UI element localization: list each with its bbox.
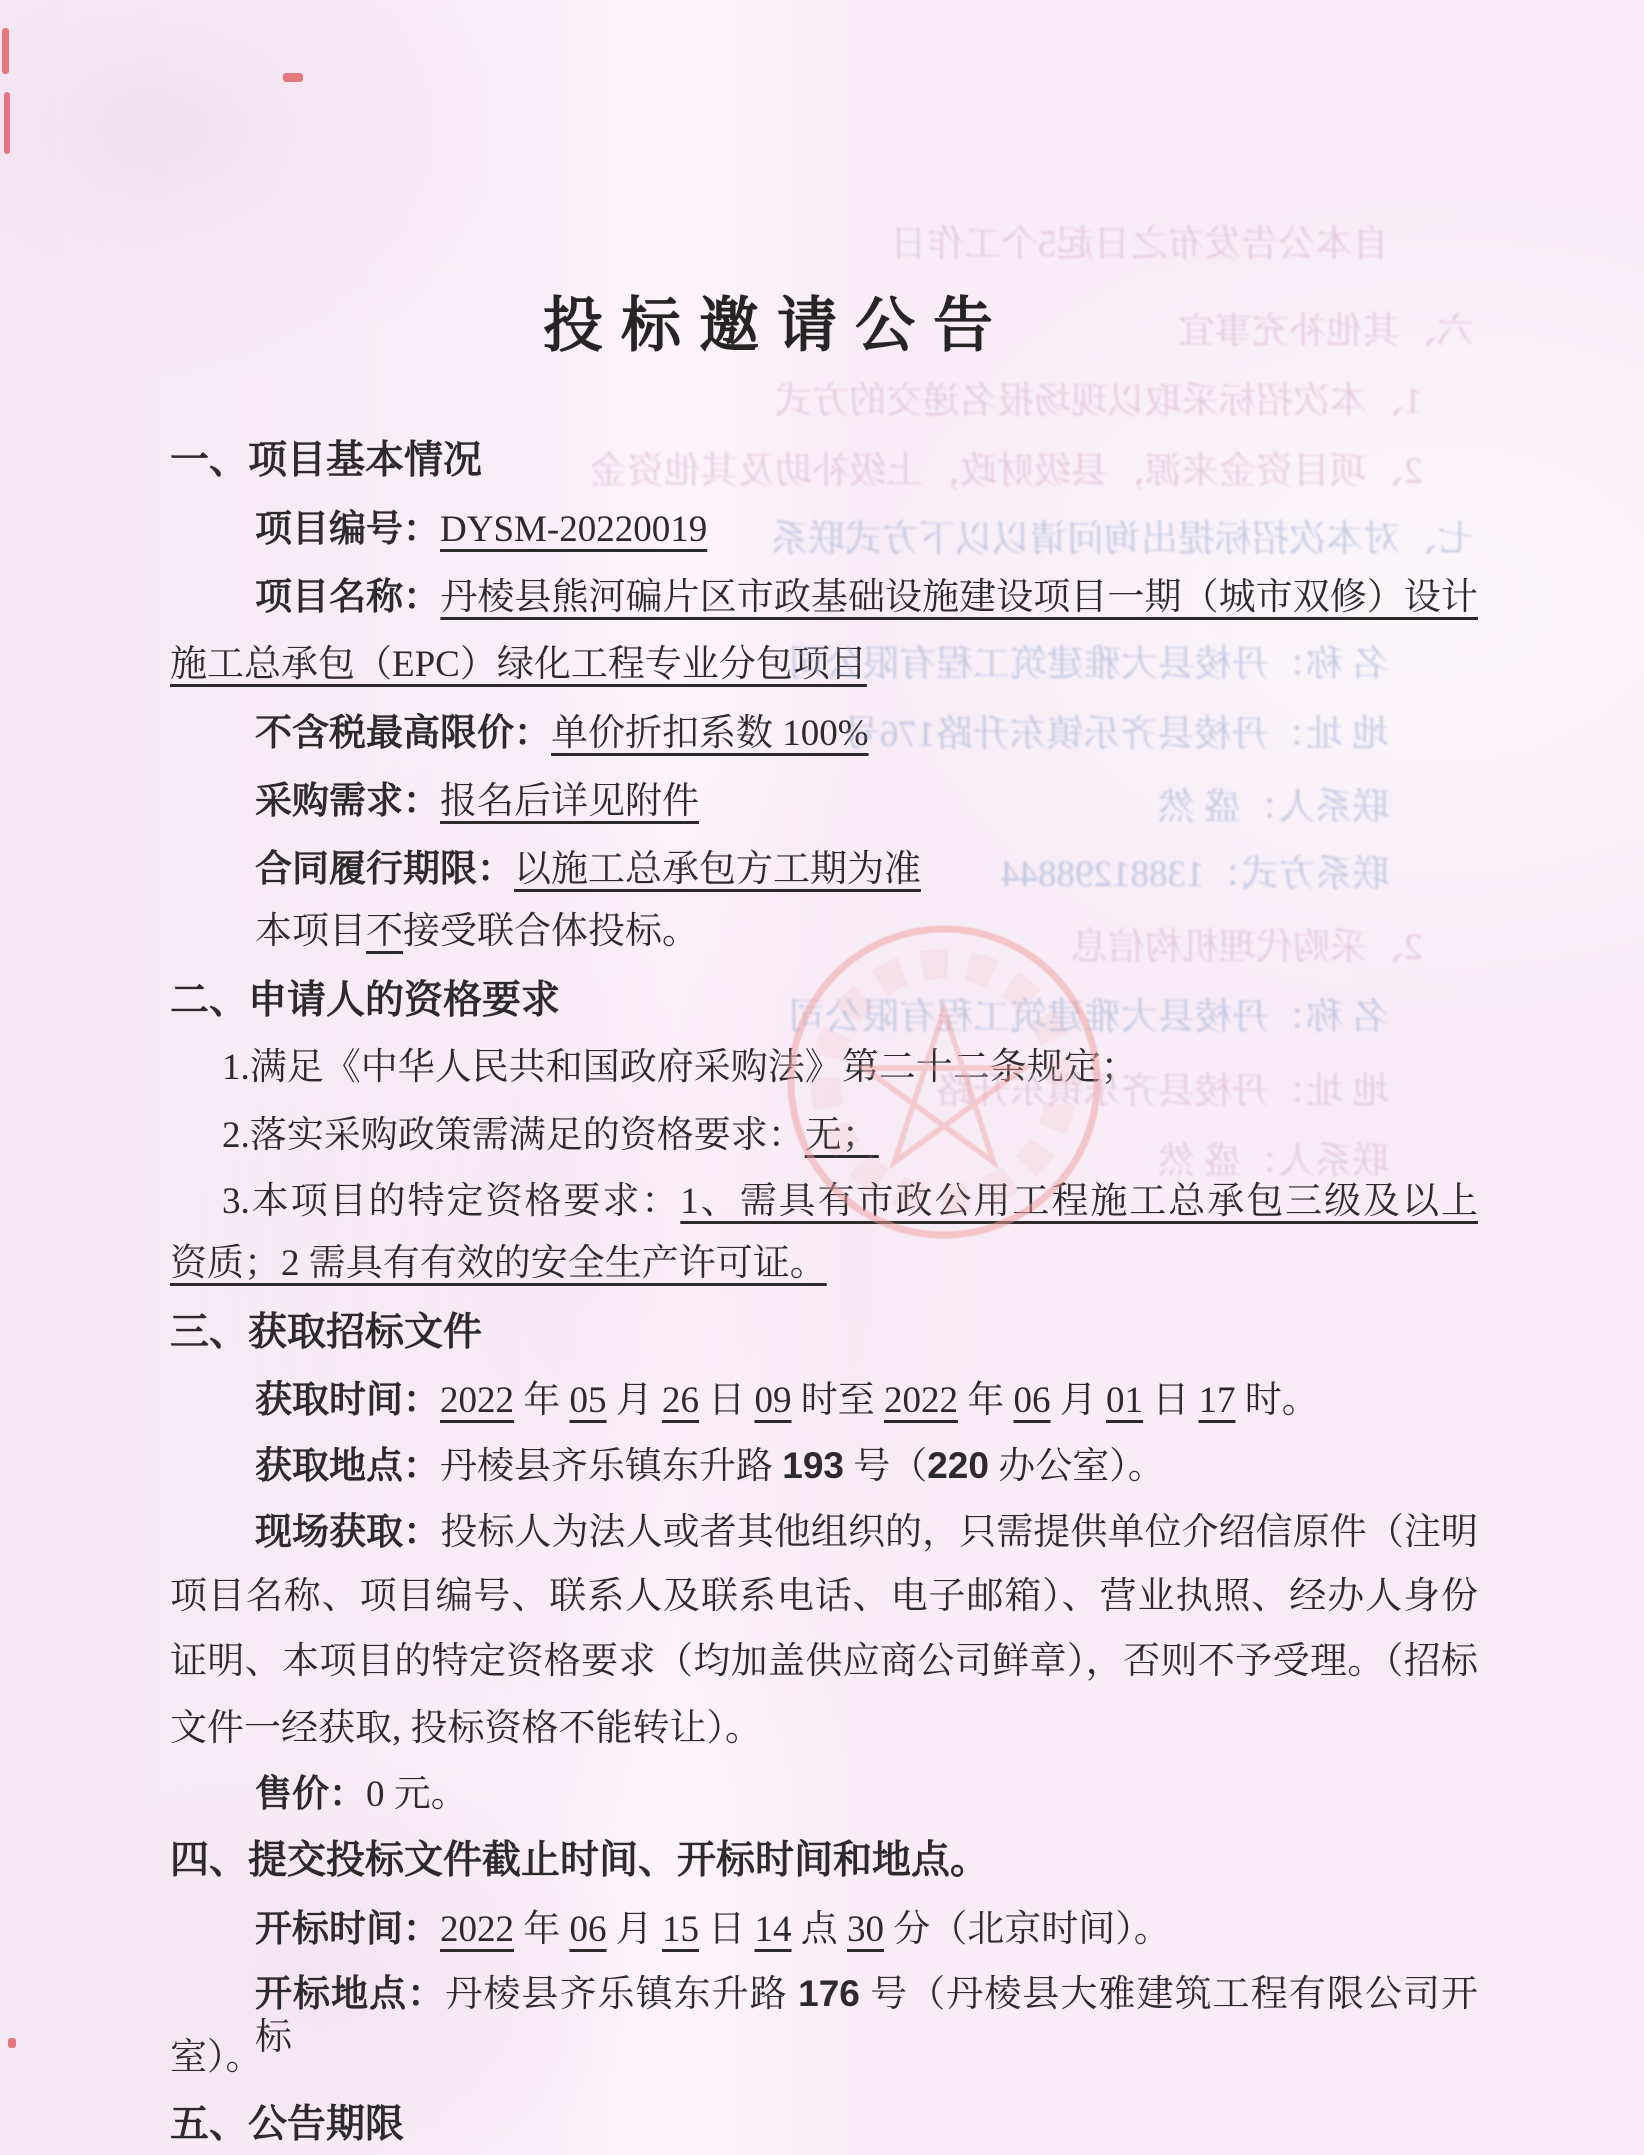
bleed-through-text: 2、采购代理机构信息 [1070,927,1422,968]
text-segment: 月 [1050,1380,1106,1421]
text-segment: 2022 [440,1909,514,1950]
text-segment: 合同履行期限： [255,848,514,889]
text-segment: 176 [798,1973,860,2014]
doc-line [255,1773,468,1817]
text-segment: 日 [699,1909,755,1950]
text-segment: 文件一经获取, 投标资格不能转让）。 [170,1708,762,1749]
text-segment: 一、项目基本情况 [170,439,483,482]
doc-line [170,644,867,687]
text-segment: 06 [569,1909,607,1950]
section-heading [170,979,560,1024]
text-segment: 单价折扣系数 100% [551,713,869,754]
bleed-through-text: 地 址：丹棱县齐乐镇东升路 [935,1071,1389,1112]
text-segment: 17 [1198,1380,1236,1421]
text-segment: 开标时间： [255,1908,440,1949]
text-segment: 220 [927,1445,989,1486]
bleed-through-text: 名 称：丹棱县大雅建筑工程有限公司 [787,997,1389,1038]
bleed-through-text: 1、本次招标采取以现场报名递交的方式 [774,381,1422,422]
text-segment: 丹棱县熊河碥片区市政基础设施建设项目一期（城市双修）设计 [440,577,1478,618]
text-segment: 室）。 [170,2037,263,2078]
text-segment: 获取时间： [255,1379,440,1420]
text-segment: 05 [569,1380,607,1421]
doc-line [255,1445,1165,1489]
text-segment: 2022 [884,1380,958,1421]
text-segment: 号（丹棱县大雅建筑工程有限公司开标 [255,1974,1479,2058]
text-segment: 丹棱县齐乐镇东升路 [440,1446,783,1487]
doc-line [255,780,699,824]
doc-line [170,1708,762,1751]
doc-line [222,1115,879,1158]
doc-line [222,1181,1478,1224]
text-segment: 1、需具有市政公用工程施工总承包三级及以上 [680,1181,1478,1222]
doc-line [255,848,921,892]
scan-artifact [8,2038,16,2048]
text-segment: 资质；2 需具有有效的安全生产许可证。 [170,1243,827,1284]
text-segment: 14 [754,1909,792,1950]
bleed-through-text: 六、其他补充事宜 [1178,311,1474,352]
text-segment: 年 [514,1909,570,1950]
text-segment: 15 [662,1909,699,1950]
document-title: 投标邀请公告 [543,293,1011,359]
text-segment: 二、申请人的资格要求 [170,979,561,1022]
text-segment: 30 [847,1909,884,1950]
scan-artifact [283,73,303,82]
text-segment: 2.落实采购政策需满足的资格要求： [222,1115,805,1156]
text-segment: 办公室）。 [988,1446,1165,1487]
section-heading [170,439,482,484]
bleed-through-text: 地 址：丹棱县齐乐镇东升路176号 [843,714,1389,755]
bleed-through-text: 联系人：盛 然 [1157,787,1389,828]
text-segment: 时至 [791,1380,884,1421]
scan-artifact [2,28,9,74]
doc-line [255,1379,1319,1423]
doc-line [255,576,1478,620]
text-segment: 年 [958,1380,1014,1421]
scan-artifact [4,92,10,154]
doc-line [255,1908,1171,1952]
section-heading [170,1839,989,1884]
text-segment: 年 [514,1380,570,1421]
text-segment: 开标地点： [255,1973,446,2014]
text-segment: 26 [662,1380,699,1421]
text-segment: 项目名称： [255,576,441,617]
text-segment: 四、提交投标文件截止时间、开标时间和地点。 [170,1839,990,1882]
text-segment: 日 [1143,1380,1199,1421]
text-segment: 日 [699,1380,755,1421]
text-segment: 证明、本项目的特定资格要求（均加盖供应商公司鲜章），否则不予受理。（招标 [170,1641,1478,1682]
bleed-through-text: 联系方式：13881298844 [1000,854,1389,895]
text-segment: 193 [782,1445,844,1486]
text-segment: 施工总承包（EPC）绿化工程专业分包项目 [170,644,867,685]
doc-line [222,1047,1138,1090]
section-heading [170,2103,404,2148]
text-segment: 1.满足《中华人民共和国政府采购法》第二十二条规定； [222,1047,1138,1088]
text-segment: 三、获取招标文件 [170,1311,483,1354]
text-segment: 2022 [440,1380,514,1421]
bleed-through-text: 七、对本次招标提出询问请以以下方式联系 [771,519,1474,560]
bleed-through-text: 自本公告发布之日起5个工作日 [889,224,1389,265]
text-segment: 分（北京时间）。 [884,1909,1171,1950]
bleed-through-text: 联系人：盛 然 [1157,1141,1389,1182]
text-segment: 丹棱县齐乐镇东升路 [445,1974,799,2015]
text-segment: 0 元。 [366,1774,468,1815]
text-segment: 五、公告期限 [170,2103,405,2146]
text-segment: 项目编号： [255,508,440,549]
text-segment: 售价： [255,1773,366,1814]
text-segment: 月 [606,1909,662,1950]
text-segment: DYSM-20220019 [440,509,708,550]
text-segment: 现场获取： [255,1511,441,1552]
text-segment: 不 [366,911,403,952]
text-segment: 01 [1106,1380,1143,1421]
doc-line [255,1511,1478,1555]
doc-line [170,1243,827,1286]
text-segment: 无； [804,1115,879,1156]
text-segment: 号（ [843,1446,928,1487]
text-segment: 不含税最高限价： [255,712,551,753]
doc-line [255,712,869,756]
doc-line [170,2037,263,2080]
text-segment: 点 [791,1909,847,1950]
text-segment: 获取地点： [255,1445,440,1486]
doc-line [255,508,707,552]
text-segment: 时。 [1235,1380,1319,1421]
text-segment: 采购需求： [255,780,440,821]
text-segment: 以施工总承包方工期为准 [514,849,921,890]
text-segment: 本项目 [255,911,366,952]
text-segment: 报名后详见附件 [440,781,699,822]
section-heading [170,1311,482,1356]
text-segment: 09 [754,1380,792,1421]
text-segment: 投标人为法人或者其他组织的，只需提供单位介绍信原件（注明 [440,1512,1478,1553]
text-segment: 3.本项目的特定资格要求： [222,1181,681,1222]
doc-line [170,1641,1478,1684]
text-segment: 月 [606,1380,662,1421]
text-segment: 项目名称、项目编号、联系人及联系电话、电子邮箱）、营业执照、经办人身份 [170,1576,1478,1617]
bleed-through-text: 2、项目资金来源，县级财政，上级补助及其他资金 [589,451,1422,492]
text-segment: 接受联合体投标。 [403,911,699,952]
doc-line [255,911,699,954]
text-segment: 06 [1013,1380,1051,1421]
doc-line [255,1973,1478,2059]
doc-line [170,1576,1478,1619]
bleed-through-text: 名 称：丹棱县大雅建筑工程有限公司 [787,644,1389,685]
